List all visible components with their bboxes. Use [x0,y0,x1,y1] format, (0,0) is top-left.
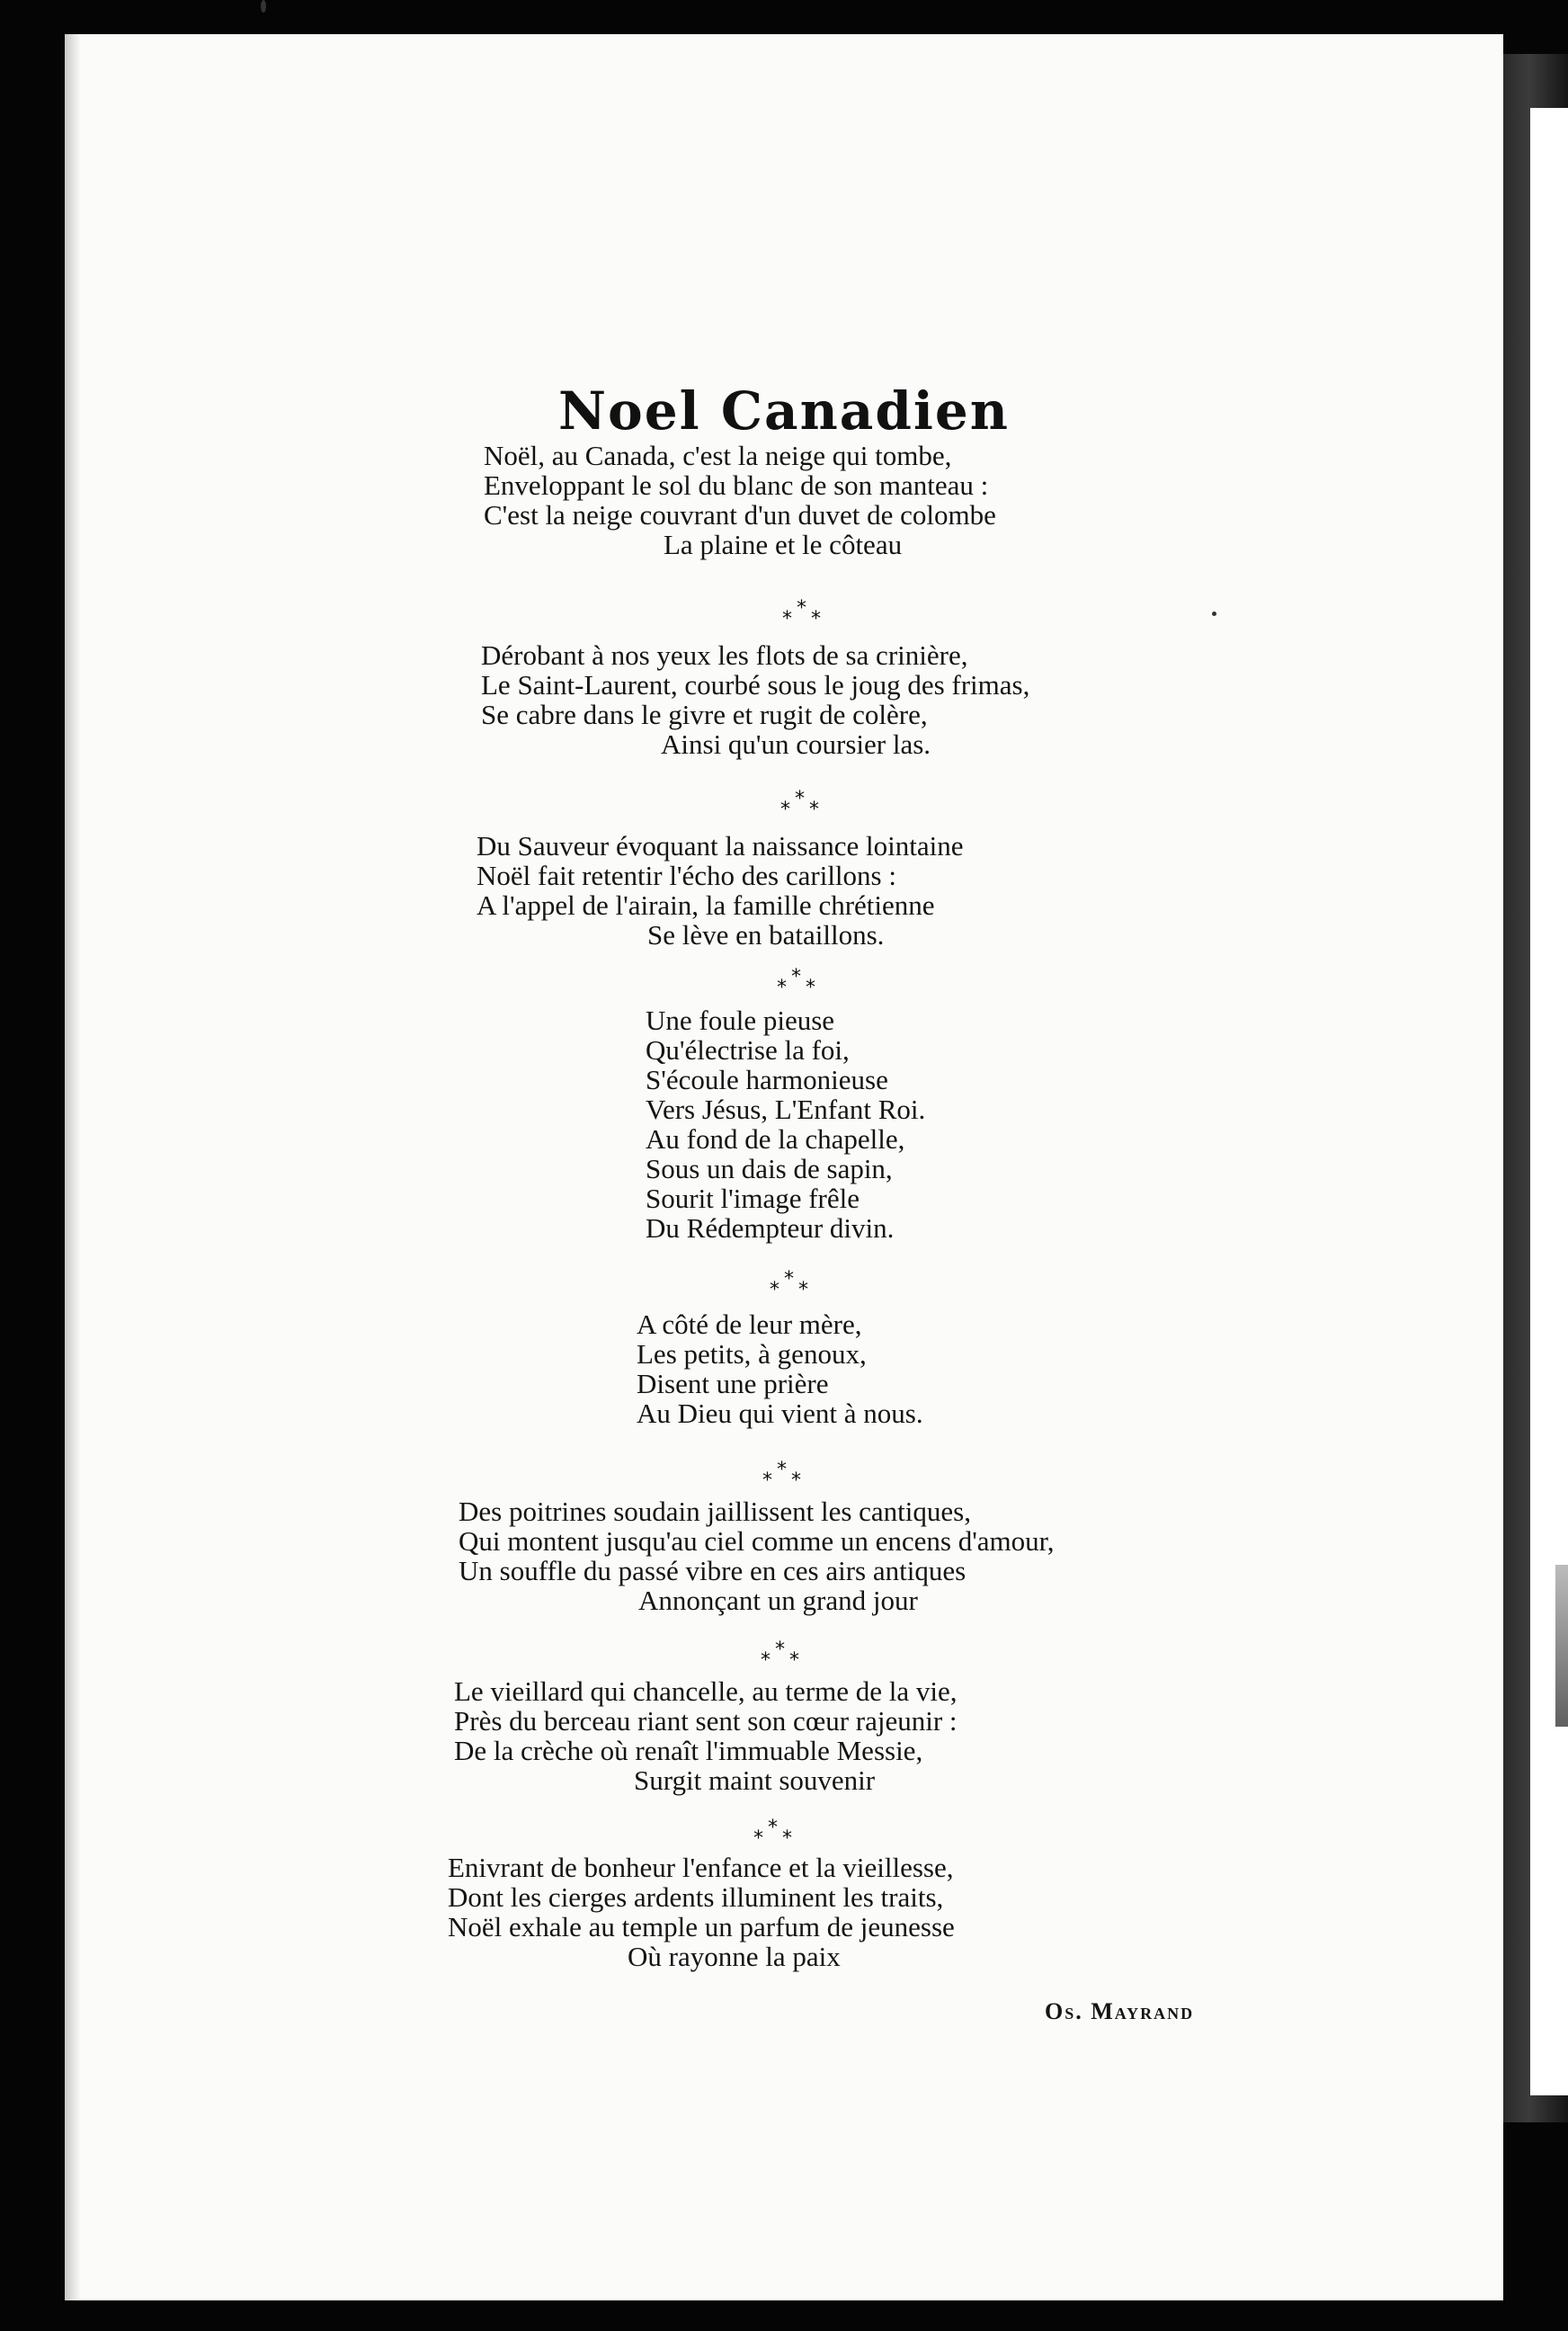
asterisk: * [782,1827,792,1850]
verse-line: Le Saint-Laurent, courbé sous le joug des frimas, [481,669,1030,701]
stanza-6 [459,1496,1055,1615]
stanza-8 [448,1853,955,1971]
verse-line: Au fond de la chapelle, [646,1123,905,1155]
asterisk: * [784,1268,794,1291]
asterisk: * [811,608,821,630]
stanza-1 [484,441,996,559]
stanza-separator [768,1268,840,1299]
asterisk: * [798,1279,808,1301]
asterisk: * [775,1639,785,1661]
verse-line: Disent une prière [637,1368,829,1399]
stanza-separator [779,788,851,821]
verse-line: Se lève en bataillons. [647,919,885,951]
asterisk: * [789,1649,799,1672]
verse-line: Noël, au Canada, c'est la neige qui tombe, [484,440,952,471]
asterisk: * [777,1459,787,1481]
poem-title: Noel Canadien [558,380,1010,442]
verse-line: Qu'électrise la foi, [646,1034,850,1066]
verse-line: Se cabre dans le givre et rugit de colère, [481,699,928,730]
verse-line: Les petits, à genoux, [637,1338,867,1370]
stanza-separator [780,597,852,628]
verse-line: Le vieillard qui chancelle, au terme de la vie, [454,1675,958,1707]
asterisk: * [809,799,819,821]
asterisk: * [791,1469,801,1492]
verse-line: Noël fait retentir l'écho des carillons : [477,860,896,891]
asterisk: * [782,608,792,630]
verse-line: C'est la neige couvrant d'un duvet de colombe [484,499,996,531]
stanza-2 [481,640,1029,759]
verse-line: Près du berceau riant sent son cœur rajeunir : [454,1705,958,1737]
verse-line: De la crèche où renaît l'immuable Messie, [454,1735,923,1766]
verse-line: Un souffle du passé vibre en ces airs antiques [459,1555,967,1586]
asterisk: * [761,1649,771,1672]
verse-line: Où rayonne la paix [628,1941,841,1972]
page-edge-shadow [65,34,81,2300]
verse-line: Vers Jésus, L'Enfant Roi. [646,1094,926,1125]
verse-line: Dont les cierges ardents illuminent les traits, [448,1881,944,1913]
stanza-separator [759,1639,831,1672]
verse-line: Dérobant à nos yeux les flots de sa crinière, [481,639,968,671]
verse-line: A l'appel de l'airain, la famille chrétienne [477,889,935,921]
verse-line: Sous un dais de sapin, [646,1153,893,1184]
verse-line: S'écoule harmonieuse [646,1064,888,1095]
stanza-separator [752,1817,824,1850]
asterisk: * [780,799,790,821]
verse-line: Ainsi qu'un coursier las. [661,728,931,760]
verse-line: Enivrant de bonheur l'enfance et la vieillesse, [448,1852,954,1883]
asterisk: * [770,1279,780,1301]
verse-line: Du Rédempteur divin. [646,1212,895,1244]
author-signature: Os. Mayrand [1045,1998,1195,2024]
stanza-separator [775,966,847,999]
verse-line: Surgit maint souvenir [634,1764,876,1796]
asterisk: * [777,977,787,999]
asterisk: * [753,1827,763,1850]
print-speck [261,0,266,13]
asterisk: * [768,1817,778,1839]
print-speck [1212,612,1216,616]
verse-line: Qui montent jusqu'au ciel comme un encens d'amour, [459,1525,1055,1557]
verse-line: Au Dieu qui vient à nous. [637,1398,923,1429]
stanza-3 [477,831,963,950]
stanza-7 [454,1676,958,1795]
verse-line: La plaine et le côteau [664,529,903,560]
asterisk: * [795,788,805,810]
verse-line: Annonçant un grand jour [638,1585,918,1616]
adjacent-page-image-fragment [1555,1565,1568,1727]
verse-line: Une foule pieuse [646,1005,835,1036]
verse-line: Enveloppant le sol du blanc de son manteau : [484,469,989,501]
verse-line: Noël exhale au temple un parfum de jeunesse [448,1911,955,1942]
verse-line: Sourit l'image frêle [646,1183,860,1214]
asterisk: * [762,1469,772,1492]
asterisk: * [797,597,806,620]
asterisk: * [806,977,815,999]
verse-line: Du Sauveur évoquant la naissance lointaine [477,830,964,862]
stanza-separator [761,1459,833,1492]
verse-line: Des poitrines soudain jaillissent les cantiques, [459,1496,971,1527]
stanza-4 [646,1005,925,1243]
asterisk: * [791,966,801,988]
stanza-5 [637,1309,923,1428]
verse-line: A côté de leur mère, [637,1308,862,1340]
